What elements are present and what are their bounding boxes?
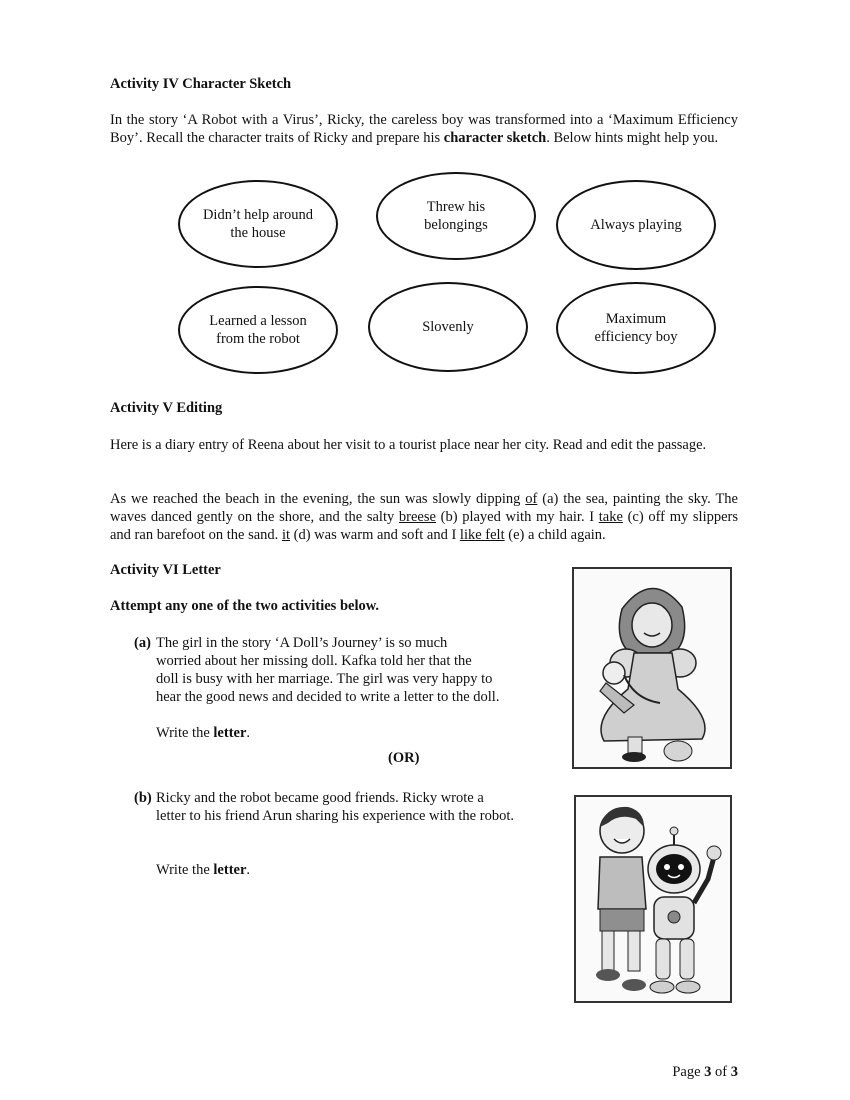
error-e: like felt [459, 527, 505, 543]
hint-oval-4: Learned a lesson from the robot [178, 286, 338, 374]
option-a-label: (a) [134, 635, 151, 651]
option-b-label: (b) [134, 790, 152, 806]
boy-with-robot-illustration [576, 797, 730, 1001]
hint-oval-2: Threw his belongings [376, 172, 536, 260]
write-letter-b: Write the letter. [156, 862, 251, 878]
option-a-line-1: The girl in the story ‘A Doll’s Journey’ is so much [156, 635, 448, 651]
activity-4-intro: In the story ‘A Robot with a Virus’, Ricky, the careless boy was transformed into a ‘Maximum Efficiency Boy’. Recall the character traits of Ricky and prepare his character sketch. Below hints might help you. [110, 112, 738, 146]
hint-oval-3: Always playing [556, 180, 716, 270]
hint-oval-6: Maximum efficiency boy [556, 282, 716, 374]
activity-6-instruction: Attempt any one of the two activities below. [110, 598, 380, 614]
hint-oval-5: Slovenly [368, 282, 528, 372]
activity-6-heading: Activity VI Letter [110, 562, 221, 578]
error-d: it [281, 527, 290, 543]
activity-4-heading: Activity IV Character Sketch [110, 76, 292, 92]
boy-with-robot-image [574, 795, 732, 1003]
girl-with-doll-illustration [574, 569, 730, 767]
option-a-line-3: doll is busy with her marriage. The girl was very happy to [156, 671, 493, 687]
activity-5-heading: Activity V Editing [110, 400, 223, 416]
error-b: breese [398, 509, 436, 525]
option-a-line-2: worried about her missing doll. Kafka told her that the [156, 653, 472, 669]
error-a: of [525, 491, 538, 507]
option-a-line-4: hear the good news and decided to write a letter to the doll. [156, 689, 500, 705]
or-separator: (OR) [388, 750, 420, 766]
hint-oval-1: Didn’t help around the house [178, 180, 338, 268]
editing-passage: As we reached the beach in the evening, the sun was slowly dipping of (a) the sea, painting the sky. The waves danced gently on the shore, and the salty breese (b) played with my hair. I take (c) off my slippers and ran barefoot on the sand. it (d) was warm and soft and I like felt (e) a child again. [110, 491, 739, 543]
error-c: take [598, 509, 623, 525]
girl-with-doll-image [572, 567, 732, 769]
activity-5-intro: Here is a diary entry of Reena about her visit to a tourist place near her city. Read and edit the passage. [110, 437, 707, 453]
option-b-line-2: letter to his friend Arun sharing his experience with the robot. [156, 808, 514, 824]
page-number: Page 3 of 3 [672, 1064, 738, 1080]
option-b-line-1: Ricky and the robot became good friends. Ricky wrote a [156, 790, 484, 806]
write-letter-a: Write the letter. [156, 725, 251, 741]
